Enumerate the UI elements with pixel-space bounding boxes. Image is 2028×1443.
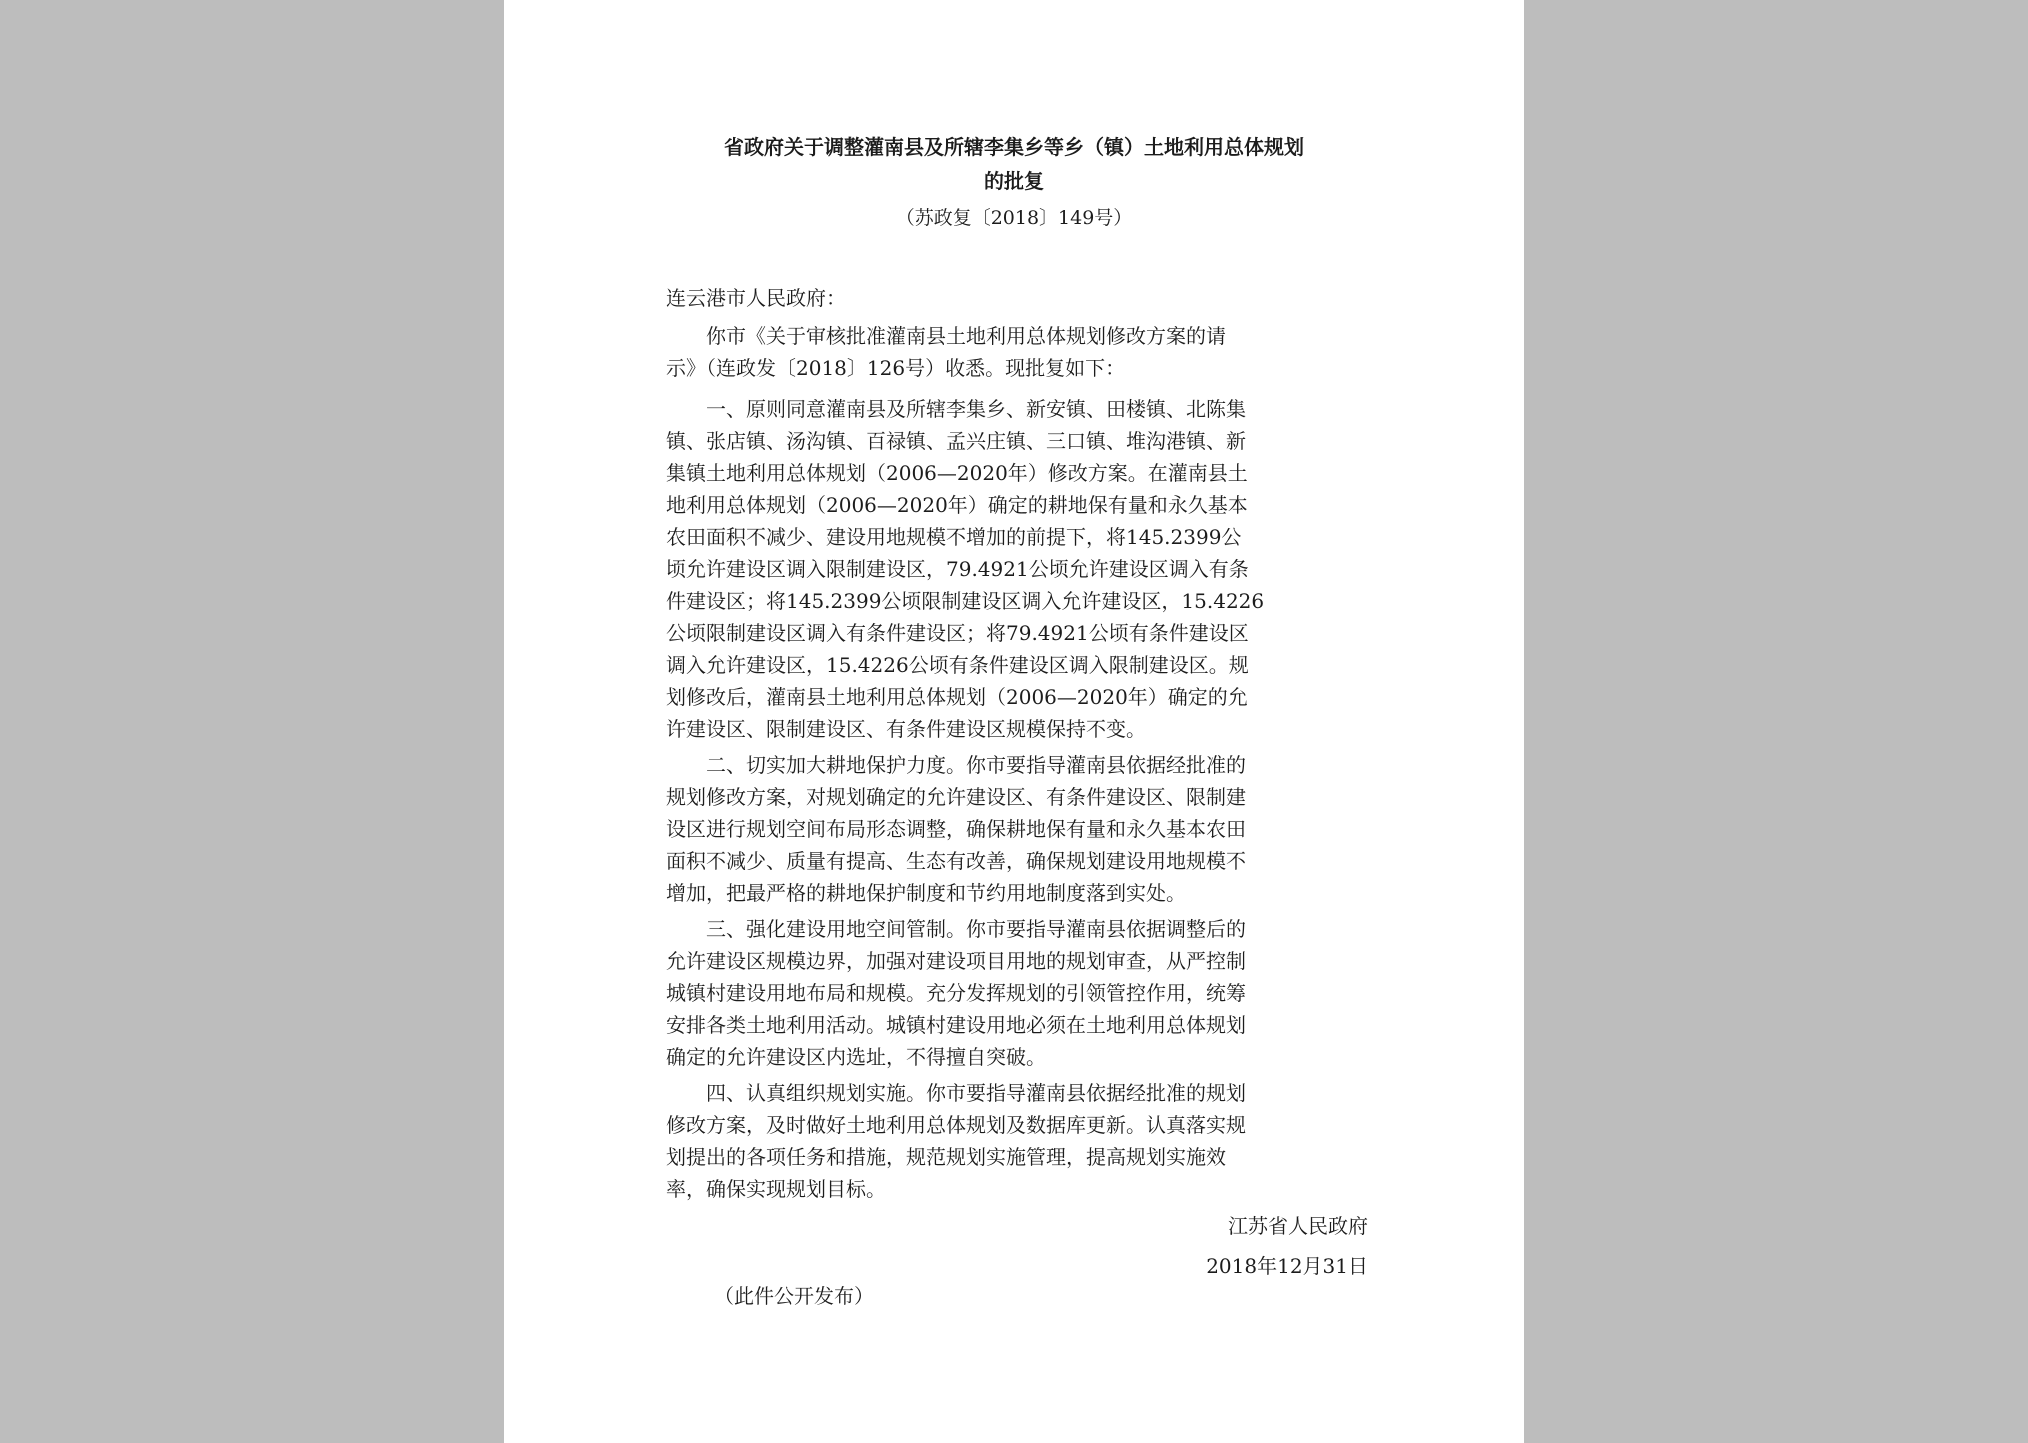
addressee: 连云港市人民政府： (666, 286, 846, 310)
body-line: 地利用总体规划（2006—2020年）确定的耕地保有量和永久基本 (666, 493, 1248, 517)
body-line: 一、原则同意灌南县及所辖李集乡、新安镇、田楼镇、北陈集 (666, 397, 1246, 421)
body-line: 许建设区、限制建设区、有条件建设区规模保持不变。 (666, 717, 1146, 741)
body-line: 公顷限制建设区调入有条件建设区；将79.4921公顷有条件建设区 (666, 621, 1249, 645)
body-line: 划提出的各项任务和措施，规范规划实施管理，提高规划实施效 (666, 1145, 1226, 1169)
body-line: 农田面积不减少、建设用地规模不增加的前提下，将145.2399公 (666, 525, 1242, 549)
signature: 江苏省人民政府 (1228, 1214, 1368, 1238)
body-line: 安排各类土地利用活动。城镇村建设用地必须在土地利用总体规划 (666, 1013, 1246, 1037)
body-line: 四、认真组织规划实施。你市要指导灌南县依据经批准的规划 (666, 1081, 1246, 1105)
release-note: （此件公开发布） (714, 1284, 874, 1308)
document-title-line2: 的批复 (984, 169, 1044, 193)
document-page (504, 0, 1524, 1443)
body-line: 你市《关于审核批准灌南县土地利用总体规划修改方案的请 (666, 324, 1226, 348)
document-number: （苏政复〔2018〕149号） (895, 207, 1133, 229)
body-line: 三、强化建设用地空间管制。你市要指导灌南县依据调整后的 (666, 917, 1246, 941)
body-line: 增加，把最严格的耕地保护制度和节约用地制度落到实处。 (666, 881, 1186, 905)
body-line: 修改方案，及时做好土地利用总体规划及数据库更新。认真落实规 (666, 1113, 1246, 1137)
body-line: 顷允许建设区调入限制建设区，79.4921公顷允许建设区调入有条 (666, 557, 1249, 581)
body-line: 集镇土地利用总体规划（2006—2020年）修改方案。在灌南县土 (666, 461, 1248, 485)
body-line: 调入允许建设区，15.4226公顷有条件建设区调入限制建设区。规 (666, 653, 1249, 677)
document-title-line1: 省政府关于调整灌南县及所辖李集乡等乡（镇）土地利用总体规划 (724, 135, 1304, 159)
body-line: 划修改后，灌南县土地利用总体规划（2006—2020年）确定的允 (666, 685, 1248, 709)
body-line: 二、切实加大耕地保护力度。你市要指导灌南县依据经批准的 (666, 753, 1246, 777)
body-line: 规划修改方案，对规划确定的允许建设区、有条件建设区、限制建 (666, 785, 1246, 809)
body-line: 镇、张店镇、汤沟镇、百禄镇、孟兴庄镇、三口镇、堆沟港镇、新 (666, 429, 1246, 453)
body-line: 确定的允许建设区内选址，不得擅自突破。 (666, 1045, 1046, 1069)
body-line: 面积不减少、质量有提高、生态有改善，确保规划建设用地规模不 (666, 849, 1246, 873)
body-line: 允许建设区规模边界，加强对建设项目用地的规划审查，从严控制 (666, 949, 1246, 973)
body-line: 率，确保实现规划目标。 (666, 1177, 886, 1201)
body-line: 城镇村建设用地布局和规模。充分发挥规划的引领管控作用，统筹 (666, 981, 1246, 1005)
body-line: 示》（连政发〔2018〕126号）收悉。现批复如下： (666, 356, 1126, 380)
body-line: 件建设区；将145.2399公顷限制建设区调入允许建设区，15.4226 (666, 589, 1265, 613)
signature-date: 2018年12月31日 (1206, 1254, 1368, 1278)
body-line: 设区进行规划空间布局形态调整，确保耕地保有量和永久基本农田 (666, 817, 1246, 841)
